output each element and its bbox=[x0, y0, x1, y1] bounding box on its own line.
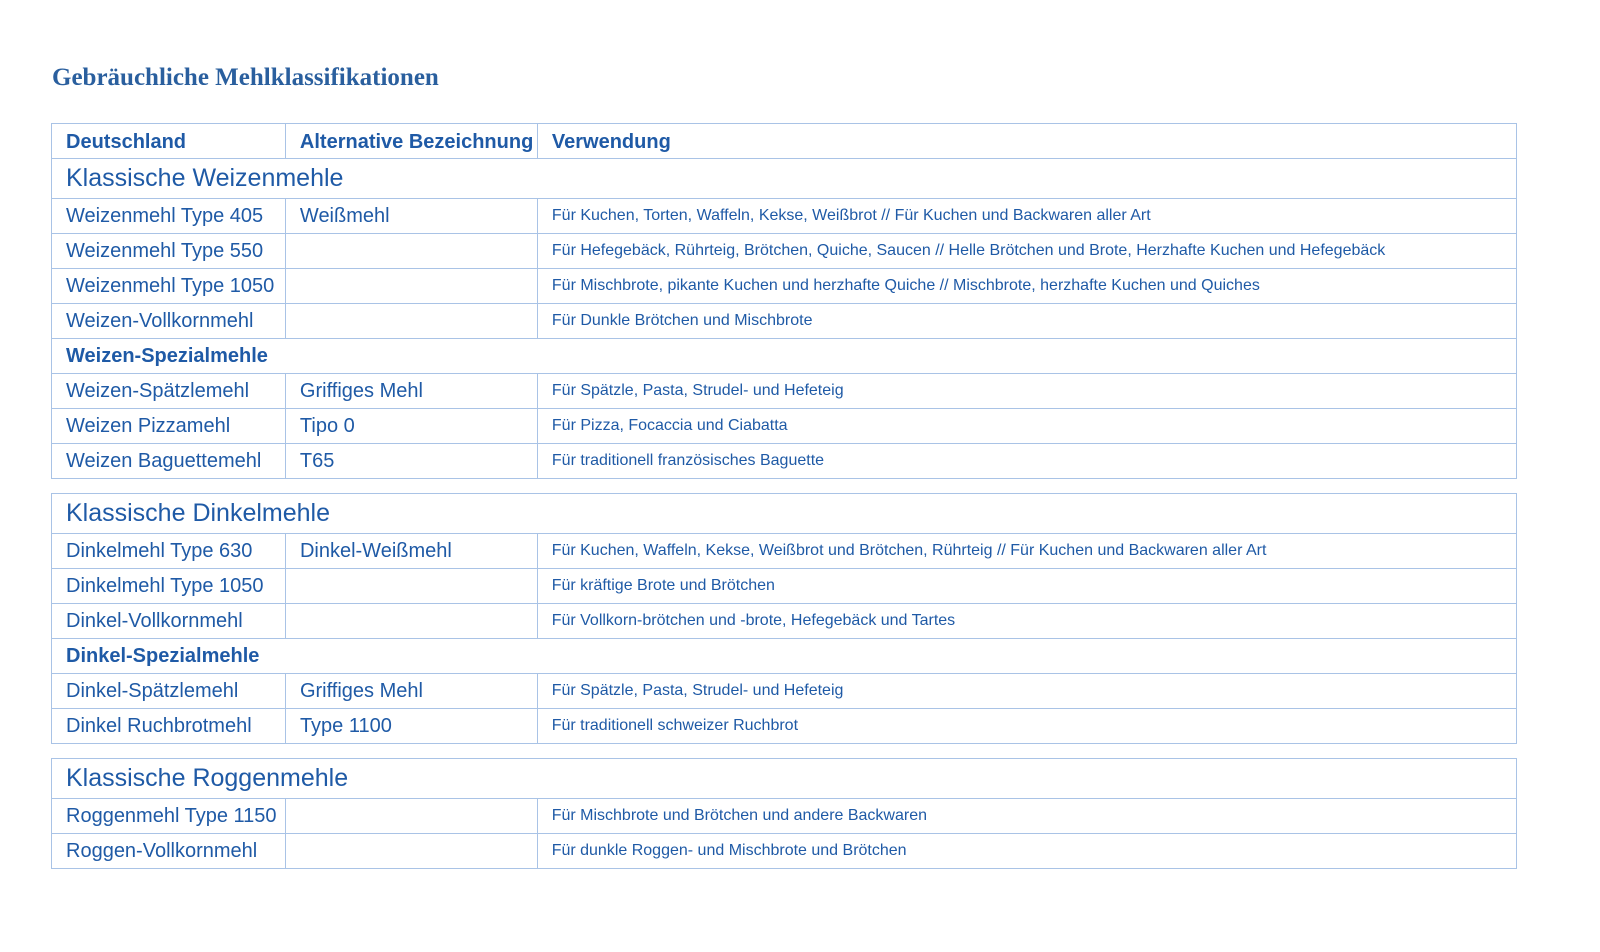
flour-name: Dinkelmehl Type 1050 bbox=[52, 569, 286, 604]
flour-name: Weizen Pizzamehl bbox=[52, 409, 286, 444]
flour-usage: Für Vollkorn-brötchen und -brote, Hefegebäck und Tartes bbox=[537, 604, 1516, 639]
subsection-header-row bbox=[52, 639, 1517, 674]
table-row bbox=[52, 199, 1517, 234]
flour-usage: Für Spätzle, Pasta, Strudel- und Hefeteig bbox=[537, 674, 1516, 709]
table-row bbox=[52, 709, 1517, 744]
flour-usage: Für kräftige Brote und Brötchen bbox=[537, 569, 1516, 604]
table-row bbox=[52, 674, 1517, 709]
flour-name: Dinkel-Vollkornmehl bbox=[52, 604, 286, 639]
flour-alt-name bbox=[285, 604, 537, 639]
header-verwendung: Verwendung bbox=[537, 124, 1516, 159]
flour-name: Dinkel Ruchbrotmehl bbox=[52, 709, 286, 744]
flour-name: Weizen Baguettemehl bbox=[52, 444, 286, 479]
header-alternative: Alternative Bezeichnung bbox=[285, 124, 537, 159]
flour-alt-name bbox=[285, 569, 537, 604]
table-row bbox=[52, 834, 1517, 869]
flour-usage: Für Dunkle Brötchen und Mischbrote bbox=[537, 304, 1516, 339]
flour-usage: Für Spätzle, Pasta, Strudel- und Hefeteig bbox=[537, 374, 1516, 409]
flour-name: Weizenmehl Type 405 bbox=[52, 199, 286, 234]
flour-name: Weizenmehl Type 550 bbox=[52, 234, 286, 269]
flour-alt-name: Tipo 0 bbox=[285, 409, 537, 444]
flour-name: Roggenmehl Type 1150 bbox=[52, 799, 286, 834]
table-row bbox=[52, 799, 1517, 834]
table-header-row bbox=[52, 124, 1517, 159]
flour-usage: Für Mischbrote, pikante Kuchen und herzhafte Quiche // Mischbrote, herzhafte Kuchen und Quiches bbox=[537, 269, 1516, 304]
table-row bbox=[52, 374, 1517, 409]
page-title: Gebräuchliche Mehlklassifikationen bbox=[52, 64, 439, 91]
section-header-row bbox=[52, 494, 1517, 534]
flour-alt-name: Type 1100 bbox=[285, 709, 537, 744]
section-header-row bbox=[52, 159, 1517, 199]
section-header-row bbox=[52, 759, 1517, 799]
flour-name: Weizen-Vollkornmehl bbox=[52, 304, 286, 339]
table-row bbox=[52, 569, 1517, 604]
flour-usage: Für traditionell französisches Baguette bbox=[537, 444, 1516, 479]
dinkel-table bbox=[51, 493, 1517, 744]
flour-usage: Für Pizza, Focaccia und Ciabatta bbox=[537, 409, 1516, 444]
table-row bbox=[52, 444, 1517, 479]
table-row bbox=[52, 269, 1517, 304]
flour-alt-name bbox=[285, 799, 537, 834]
flour-usage: Für Hefegebäck, Rührteig, Brötchen, Quiche, Saucen // Helle Brötchen und Brote, Herzhafte Kuchen und Hefegebäck bbox=[537, 234, 1516, 269]
table-row bbox=[52, 604, 1517, 639]
section-title-weizen: Klassische Weizenmehle bbox=[52, 159, 1517, 199]
flour-name: Weizenmehl Type 1050 bbox=[52, 269, 286, 304]
flour-alt-name bbox=[285, 304, 537, 339]
table-row bbox=[52, 234, 1517, 269]
flour-name: Dinkel-Spätzlemehl bbox=[52, 674, 286, 709]
flour-alt-name: Weißmehl bbox=[285, 199, 537, 234]
flour-usage: Für traditionell schweizer Ruchbrot bbox=[537, 709, 1516, 744]
subsection-title-weizen: Weizen-Spezialmehle bbox=[52, 339, 1517, 374]
section-title-dinkel: Klassische Dinkelmehle bbox=[52, 494, 1517, 534]
flour-alt-name bbox=[285, 269, 537, 304]
table-row bbox=[52, 409, 1517, 444]
flour-alt-name bbox=[285, 234, 537, 269]
flour-alt-name: Griffiges Mehl bbox=[285, 374, 537, 409]
table-row bbox=[52, 534, 1517, 569]
flour-usage: Für Kuchen, Waffeln, Kekse, Weißbrot und Brötchen, Rührteig // Für Kuchen und Backwaren aller Art bbox=[537, 534, 1516, 569]
flour-usage: Für Kuchen, Torten, Waffeln, Kekse, Weißbrot // Für Kuchen und Backwaren aller Art bbox=[537, 199, 1516, 234]
weizen-table bbox=[51, 123, 1517, 479]
flour-usage: Für dunkle Roggen- und Mischbrote und Brötchen bbox=[537, 834, 1516, 869]
flour-name: Weizen-Spätzlemehl bbox=[52, 374, 286, 409]
flour-alt-name: Dinkel-Weißmehl bbox=[285, 534, 537, 569]
flour-alt-name bbox=[285, 834, 537, 869]
section-title-roggen: Klassische Roggenmehle bbox=[52, 759, 1517, 799]
header-deutschland: Deutschland bbox=[52, 124, 286, 159]
flour-name: Dinkelmehl Type 630 bbox=[52, 534, 286, 569]
roggen-table bbox=[51, 758, 1517, 869]
subsection-title-dinkel: Dinkel-Spezialmehle bbox=[52, 639, 1517, 674]
subsection-header-row bbox=[52, 339, 1517, 374]
flour-name: Roggen-Vollkornmehl bbox=[52, 834, 286, 869]
flour-alt-name: T65 bbox=[285, 444, 537, 479]
flour-alt-name: Griffiges Mehl bbox=[285, 674, 537, 709]
flour-usage: Für Mischbrote und Brötchen und andere Backwaren bbox=[537, 799, 1516, 834]
table-row bbox=[52, 304, 1517, 339]
